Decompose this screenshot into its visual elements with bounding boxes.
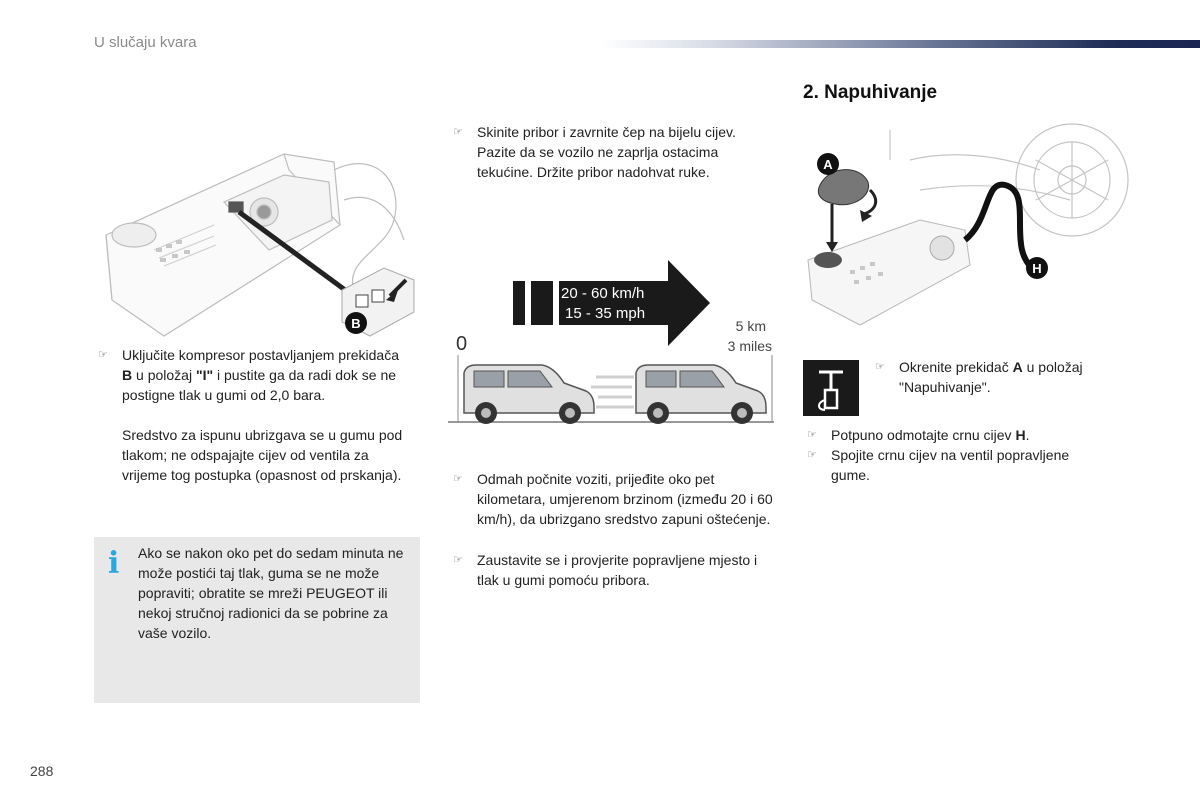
speed-kmh: 20 - 60 km/h	[561, 285, 645, 302]
bullet-text: Uključite kompresor postavljanjem prekidača	[122, 347, 400, 363]
van-start	[464, 365, 594, 424]
bullet-marker-icon: ☞	[453, 126, 463, 138]
distance-km: 5 km	[735, 318, 766, 334]
bullet-stop-check	[453, 550, 777, 590]
bullet-unroll-hose	[807, 425, 1121, 445]
arrow-segment	[531, 281, 553, 325]
label-a-text: A	[823, 157, 833, 172]
bullet-remove-accessory	[453, 122, 777, 182]
bold-h: H	[1015, 427, 1026, 443]
bullet-marker-icon: ☞	[453, 473, 463, 485]
bullet-marker-icon: ☞	[807, 429, 817, 441]
bullet-text: Odmah počnite voziti, prijeđite oko pet kilometara, umjerenom brzinom (između 20 i 60 km/h), da ubrizgano sredstvo zapuni oštećenje.	[477, 471, 773, 527]
van-moving	[636, 365, 766, 424]
driving-speed-illustration	[446, 255, 776, 430]
info-text: Ako se nakon oko pet do sedam minuta ne može postići taj tlak, guma se ne može popraviti; obratite se mreži PEUGEOT ili nekoj stručnoj radionici da se pobrine za vaše vozilo.	[138, 545, 404, 641]
arrow-segment	[513, 281, 525, 325]
bold-b: B	[122, 367, 133, 383]
bullet-marker-icon: ☞	[98, 349, 108, 361]
inflation-mode-icon	[803, 360, 859, 416]
start-zero: 0	[456, 333, 468, 355]
bullet-text: i pustite ga da radi dok se ne postigne tlak u gumi od 2,0 bara.	[122, 367, 397, 403]
info-icon: i	[108, 546, 120, 581]
bullet-marker-icon: ☞	[807, 449, 817, 461]
chapter-header: U slučaju kvara	[94, 34, 197, 51]
bullet-turn-switch	[875, 357, 1119, 397]
bullet-marker-icon: ☞	[875, 361, 885, 373]
compressor-switch-illustration	[94, 140, 420, 345]
bullet-compressor-on	[98, 345, 412, 405]
label-h-text: H	[1032, 261, 1042, 276]
bullet-drive	[453, 469, 777, 529]
page-number: 288	[30, 763, 54, 779]
label-b-text: B	[351, 316, 361, 331]
speed-mph: 15 - 35 mph	[565, 305, 646, 322]
bullet-text: u položaj "Napuhivanje".	[899, 359, 1083, 395]
bullet-text: Spojite crnu cijev na ventil popravljene gume.	[831, 447, 1070, 483]
bullet-marker-icon: ☞	[453, 554, 463, 566]
speed-arrow	[559, 260, 710, 346]
bullet-text: Skinite pribor i zavrnite čep na bijelu cijev. Pazite da se vozilo ne zaprlja ostacima tekućine. Držite pribor nadohvat ruke.	[477, 124, 736, 180]
inflation-illustration	[800, 120, 1130, 332]
paragraph-sealant: Sredstvo za ispunu ubrizgava se u gumu pod tlakom; ne odspajajte cijev od ventila za vrijeme tog postupka (opasnost od prskanja).	[122, 427, 403, 483]
bullet-text: Zaustavite se i provjerite popravljene mjesto i tlak u gumi pomoću pribora.	[477, 552, 758, 588]
bullet-connect-hose	[807, 445, 1101, 485]
bold-a: A	[1012, 359, 1023, 375]
distance-miles: 3 miles	[727, 338, 772, 354]
bullet-text: u položaj	[136, 367, 193, 383]
bullet-text: Potpuno odmotajte crnu cijev	[831, 427, 1012, 443]
bullet-text: .	[1025, 427, 1030, 443]
bullet-text: Okrenite prekidač	[899, 359, 1009, 375]
section-title: 2. Napuhivanje	[803, 82, 938, 103]
header-gradient-bar	[600, 40, 1200, 48]
bold-i: "I"	[195, 367, 214, 383]
